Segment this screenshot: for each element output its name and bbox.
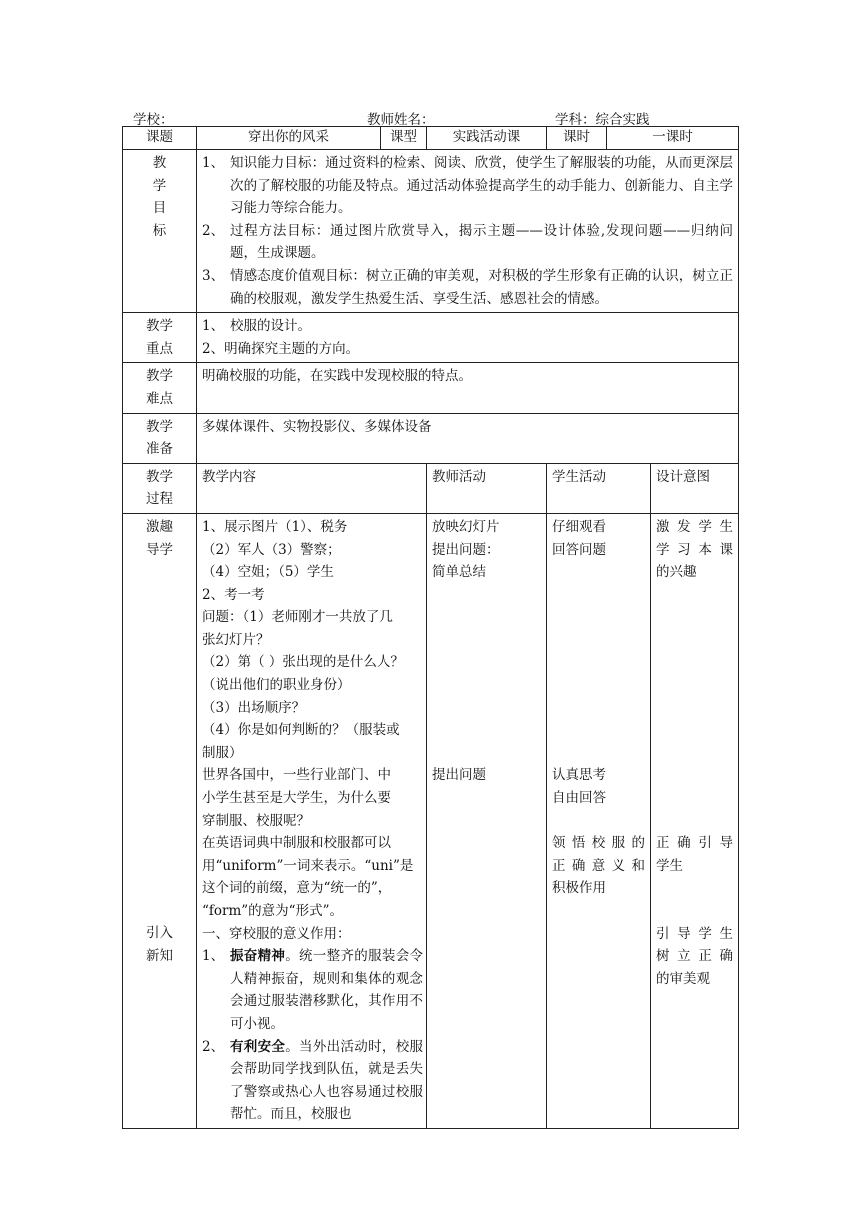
teaching-content-cell: [197, 513, 427, 1128]
meaning-list: [202, 945, 423, 1126]
topic-label: 课题: [123, 127, 197, 150]
goals-label-char: 标: [152, 222, 167, 239]
content-line: 2、考一考: [202, 586, 265, 603]
goal-text: 知识能力目标：通过资料的检索、阅读、欣赏，使学生了解服装的功能，从而更深层次的了解校服的功能及特点。通过活动体验提高学生的动手能力、创新能力、自主学习能力等综合能力。: [230, 155, 733, 217]
goal-item: 1、 知识能力目标：通过资料的检索、阅读、欣赏，使学生了解服装的功能，从而更深层次的了解校服的功能及特点。通过活动体验提高学生的动手能力、创新能力、自主学习能力等综合能力。: [202, 155, 733, 217]
content-line: “form”的意为“形式”。: [202, 903, 343, 919]
content-line: （2）军人（3）警察；: [202, 541, 341, 558]
subject-label: 学科：综合实践: [555, 112, 650, 128]
key-points-content: [197, 313, 739, 363]
teacher-activity-cell: 放映幻灯片 提出问题： 简单总结 提出问题: [427, 513, 547, 1128]
difficulties-row: [123, 363, 739, 413]
goal-text: 过程方法目标：通过图片欣赏导入，揭示主题——设计体验,发现问题——归纳问题，生成课题。: [230, 222, 733, 262]
student-activity-header: 学生活动: [547, 463, 651, 513]
goal-item: 2、 过程方法目标：通过图片欣赏导入，揭示主题——设计体验,发现问题——归纳问题，生成课题。: [202, 222, 733, 262]
key-point-item: 2、明确探究主题的方向。: [202, 340, 360, 357]
content-line: （4）空姐；（5）学生: [202, 564, 334, 581]
lesson-plan-table: [122, 126, 739, 1129]
content-line: 1、展示图片（1）、税务: [202, 518, 348, 535]
meaning-item: 2、 有利安全。当外出活动时，校服会帮助同学找到队伍，就是丢失了警察或热心人也容易通过校服帮忙。而且，校服也: [202, 1038, 424, 1123]
hours-label: 课时: [547, 127, 607, 150]
goals-label-char: 教: [152, 155, 167, 171]
goals-content: [197, 150, 739, 313]
content-line: 用“uniform”一词来表示。“uni”是: [202, 857, 414, 874]
type-value: 实践活动课: [427, 127, 547, 150]
goal-text: 情感态度价值观目标：树立正确的审美观，对积极的学生形象有正确的认识，树立正确的校服观，激发学生热爱生活、享受生活、感恩社会的情感。: [230, 267, 733, 307]
preparation-row: [123, 413, 739, 463]
content-line: 在英语词典中制服和校服都可以: [202, 835, 391, 852]
stage-1: 激趣导学: [146, 518, 173, 558]
document-header: [133, 108, 743, 126]
goals-label: [123, 150, 197, 313]
content-line: 穿制服、校服呢？: [202, 812, 310, 829]
process-header-row: [123, 463, 739, 513]
content-line: 问题：（1）老师刚才一共放了几: [202, 609, 393, 626]
teacher-block-2: 提出问题: [432, 767, 486, 784]
goals-label-char: 学: [152, 177, 167, 194]
hours-value: 一课时: [607, 127, 739, 150]
content-lines: [202, 516, 423, 945]
content-line: （3）出场顺序？: [202, 699, 306, 716]
student-activity-cell: 仔细观看 回答问题 认真思考 自由回答 领悟校服的 正确意义和 积极作用: [547, 513, 651, 1128]
info-row: [123, 127, 739, 150]
process-label: 教学 过程: [123, 463, 197, 513]
process-stage-cell: [123, 513, 197, 1128]
content-line: 世界各国中，一些行业部门、中: [202, 767, 391, 784]
content-line: 这个词的前缀，意为“统一的”，: [202, 880, 392, 897]
type-label: 课型: [381, 127, 427, 150]
difficulties-content: 明确校服的功能，在实践中发现校服的特点。: [197, 363, 739, 413]
preparation-label: 教学 准备: [123, 413, 197, 463]
goals-label-char: 目: [152, 200, 167, 217]
topic-value: 穿出你的风采: [197, 127, 381, 150]
key-points-label: 教学 重点: [123, 313, 197, 363]
stage-2: 引入 新知: [146, 925, 173, 964]
goals-row: [123, 150, 739, 313]
process-body-row: [123, 513, 739, 1128]
content-line: （2）第（ ）张出现的是什么人？: [202, 654, 404, 671]
design-intent-cell: 激发学生 学习本课 的兴趣 正确引导 学生 引导学生 树立正确 的审美观: [651, 513, 739, 1128]
key-points-row: [123, 313, 739, 363]
content-line: 张幻灯片？: [202, 631, 270, 648]
preparation-content: 多媒体课件、实物投影仪、多媒体设备: [197, 413, 739, 463]
teacher-activity-header: 教师活动: [427, 463, 547, 513]
content-line: 小学生甚至是大学生，为什么要: [202, 790, 391, 807]
design-intent-header: 设计意图: [651, 463, 739, 513]
school-label: 学校：: [133, 112, 174, 128]
meaning-item: 1、 振奋精神。统一整齐的服装会令人精神振奋，规则和集体的观念会通过服装潜移默化，其作用不可小视。: [202, 948, 424, 1032]
content-line: 制服）: [202, 744, 243, 761]
difficulties-label: 教学 难点: [123, 363, 197, 413]
key-point-item: 1、 校服的设计。: [202, 318, 311, 335]
content-line: （4）你是如何判断的？（服装或: [202, 722, 400, 739]
content-line: 一、穿校服的意义作用：: [202, 925, 351, 942]
content-header: 教学内容: [197, 463, 427, 513]
teacher-name-label: 教师姓名：: [367, 112, 435, 128]
content-line: （说出他们的职业身份）: [202, 677, 351, 694]
goal-item: 3、 情感态度价值观目标：树立正确的审美观，对积极的学生形象有正确的认识，树立正确的校服观，激发学生热爱生活、享受生活、感恩社会的情感。: [202, 267, 733, 307]
